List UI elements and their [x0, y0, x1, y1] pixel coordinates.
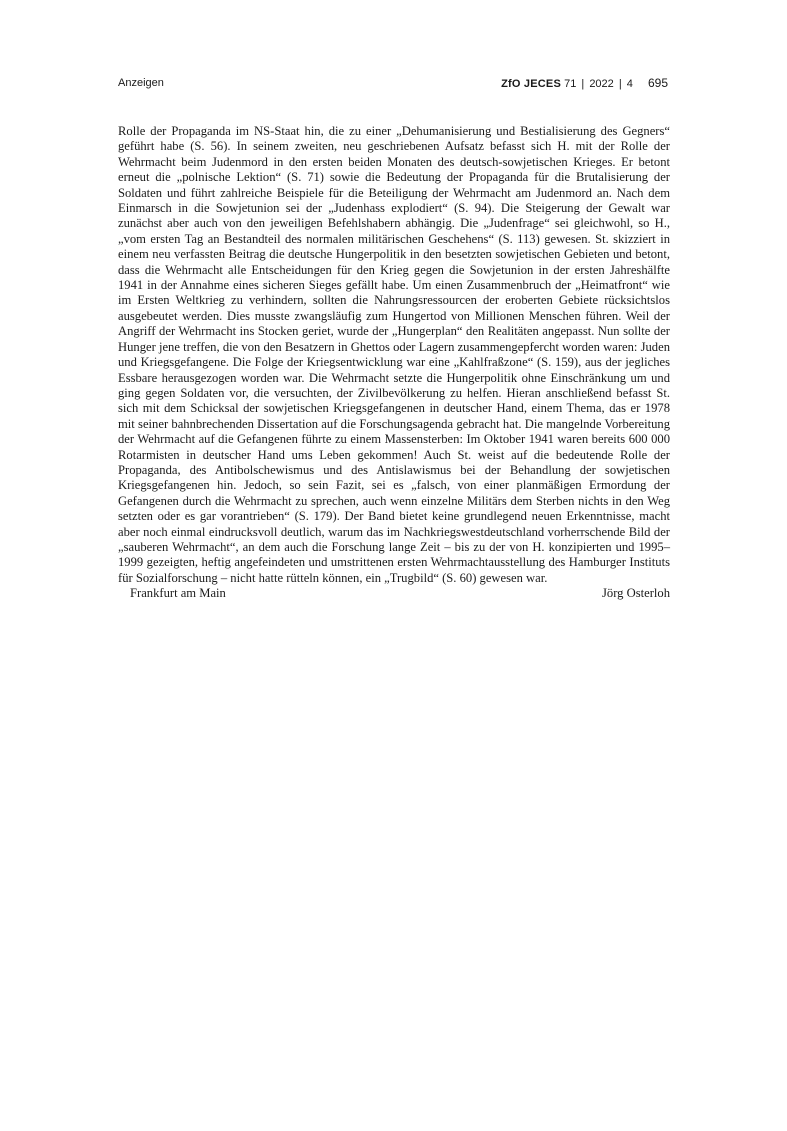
separator-2: |	[618, 78, 622, 90]
body-paragraph: Rolle der Propaganda im NS-Staat hin, die zu einer „Dehumanisierung und Bestialisierung des Gegners“ geführt habe (S. 56). In seinem zweiten, neu geschriebenen Aufsatz befasst sich H. mit der Rolle der Wehrmacht beim Judenmord in den ersten beiden Monaten des deutsch-sowjetischen Krieges. Er betont erneut die „polnische Lektion“ (S. 71) sowie die Bedeutung der Propaganda für die Brutalisierung der Soldaten und führt zahlreiche Beispiele für die Beteiligung der Wehrmacht am Judenmord an. Nach dem Einmarsch in die Sowjetunion sei der „Judenhass explodiert“ (S. 94). Die Steigerung der Gewalt war zunächst aber auch von den jeweiligen Befehlshabern abhängig. Die „Judenfrage“ sei gleichwohl, so H., „vom ersten Tag an Bestandteil des normalen militärischen Geschehens“ (S. 113) gewesen. St. skizziert in einem neu verfassten Beitrag die deutsche Hungerpolitik in den besetzten sowjetischen Gebieten und betont, dass die Wehrmacht alle Entscheidungen für den Krieg gegen die Sowjetunion in der ersten Jahreshälfte 1941 in der Annahme eines sicheren Sieges gefällt habe. Um einen Zusammenbruch der „Heimatfront“ wie im Ersten Weltkrieg zu verhindern, sollten die Nahrungsressourcen der eroberten Gebiete rücksichtslos ausgebeutet werden. Dies musste zwangsläufig zum Hungertod von Millionen Menschen führen. Weil der Angriff der Wehrmacht ins Stocken geriet, wurde der „Hungerplan“ den Realitäten angepasst. Nun sollte der Hunger jene treffen, die von den Besatzern in Ghettos oder Lagern zusammengepfercht worden waren: Juden und Kriegsgefangene. Die Folge der Kriegsentwicklung war eine „Kahlfraßzone“ (S. 159), aus der jegliches Essbare herausgezogen worden war. Die Wehrmacht setzte die Hungerpolitik ohne Einschränkung um und ging gegen Soldaten vor, die versuchten, der Zivilbevölkerung zu helfen. Hieran anschließend befasst St. sich mit dem Schicksal der sowjetischen Kriegsgefangenen in deutscher Hand, einem Thema, das er 1978 mit seiner bahnbrechenden Dissertation auf die Forschungsagenda gebracht hat. Die mangelnde Vorbereitung der Wehrmacht auf die Gefangenen führte zu einem Massensterben: Im Oktober 1941 waren bereits 600 000 Rotarmisten in deutscher Hand ums Leben gekommen! Auch St. weist auf die bedeutende Rolle der Propaganda, des Antibolschewismus und des Antislawismus bei der Behandlung der sowjetischen Kriegsgefangenen hin. Jedoch, so sein Fazit, sei es „falsch, von einer planmäßigen Ermordung der Gefangenen durch die Wehrmacht zu sprechen, auch wenn einzelne Militärs dem Sterben nichts in den Weg setzten oder es gar vorantrieben“ (S. 179). Der Band bietet keine grundlegend neuen Erkenntnisse, macht aber noch einmal eindrucksvoll deutlich, warum das im Nachkriegswestdeutschland vorherrschende Bild der „sauberen Wehrmacht“, an dem auch die Forschung lange Zeit – bis zu der von H. konzipierten und 1995–1999 gezeigten, heftig angefeindeten und umstrittenen ersten Wehrmachtausstellung des Hamburger Instituts für Sozialforschung – nicht hatte rütteln können, ein „Trugbild“ (S. 60) gewesen war.	[118, 124, 670, 585]
review-text	[118, 124, 670, 602]
section-label: Anzeigen	[118, 77, 164, 89]
volume-number: 71	[564, 78, 577, 90]
running-header	[118, 74, 668, 92]
review-place: Frankfurt am Main	[130, 586, 226, 601]
journal-info	[501, 74, 668, 93]
page-number: 695	[647, 76, 668, 90]
review-author: Jörg Osterloh	[602, 586, 670, 601]
separator-1: |	[581, 78, 585, 90]
journal-name: ZfO JECES	[501, 78, 562, 90]
signature-line	[118, 586, 670, 602]
year: 2022	[589, 78, 614, 90]
issue-number: 4	[626, 78, 633, 90]
